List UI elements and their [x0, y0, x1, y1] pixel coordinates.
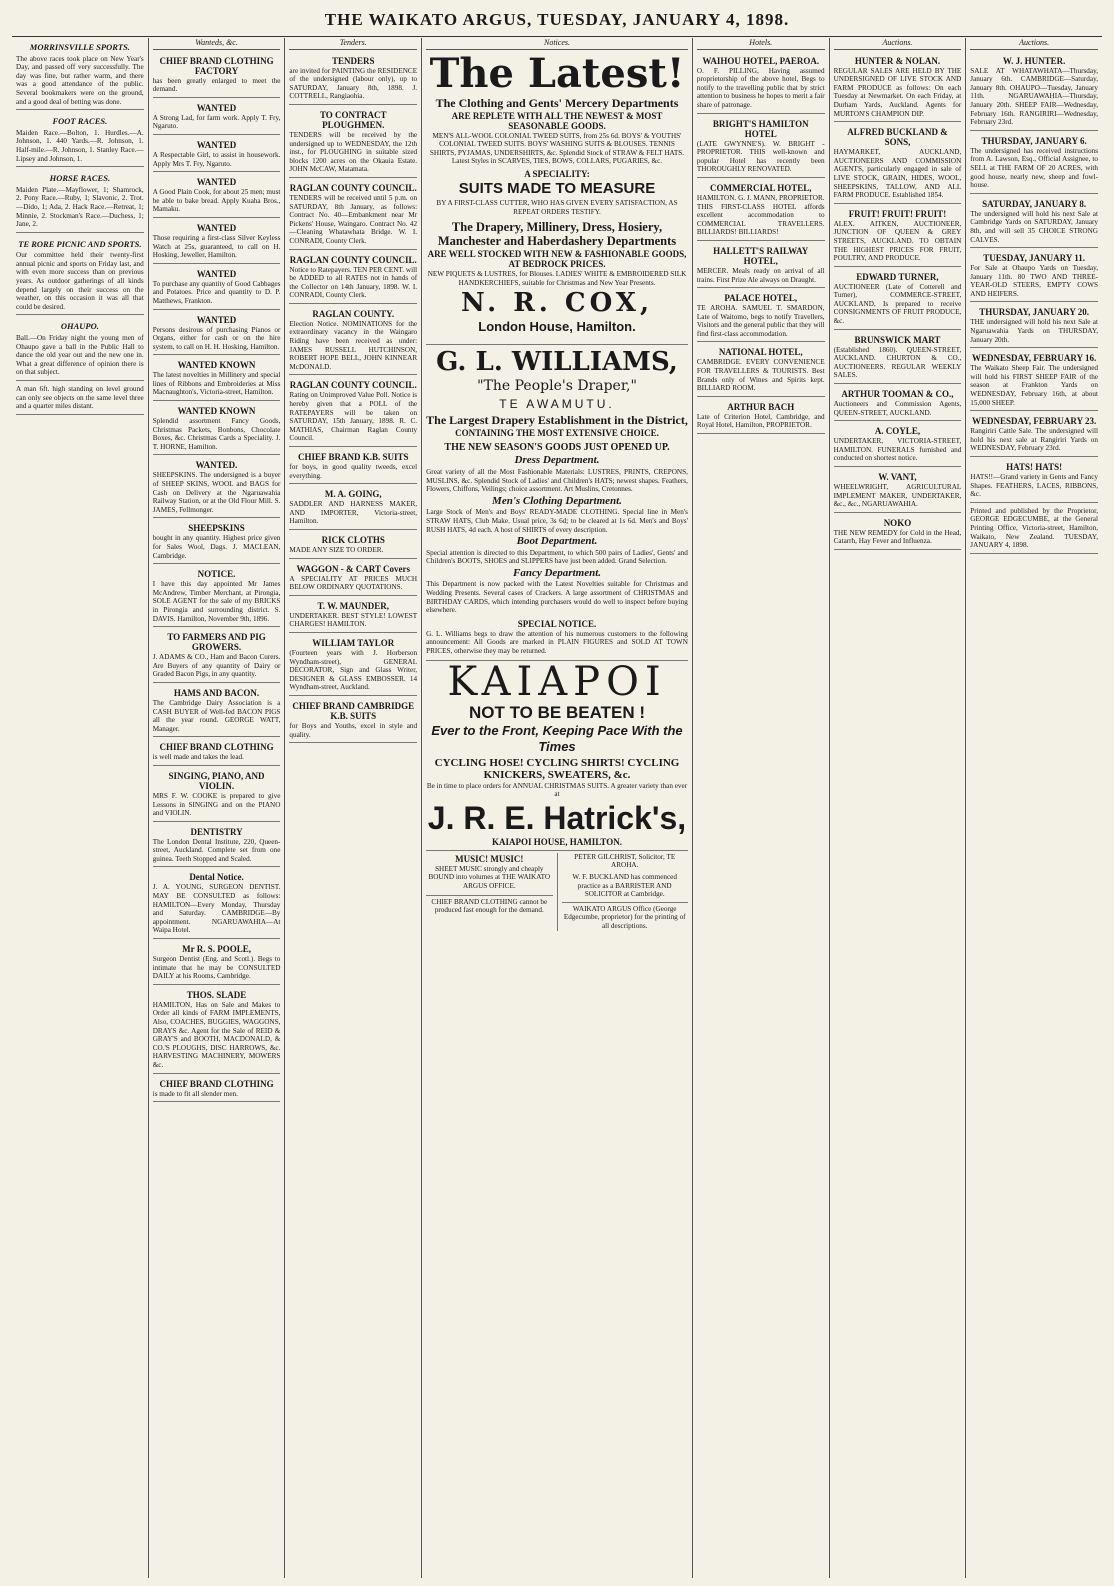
ad-title: NOKO: [883, 517, 912, 528]
ad-text: MRS F. W. COOKE is prepared to give Lessons in SINGING and on the PIANO and VIOLIN.: [152, 791, 281, 818]
williams-heading: G. L. WILLIAMS,: [426, 344, 688, 376]
suits-heading: SUITS MADE TO MEASURE: [458, 179, 656, 197]
news-text: The above races took place on New Year's Day, and passed off very successfully. The day was fine, but rather warm, and there was a good attendance of the public. Several bookmakers were on the ground, and a good deal of betting was done.: [16, 54, 144, 106]
news-text: Ball.—On Friday night the young men of Ohaupo gave a ball in the Public Hall to dance the old year out and the new one in. What a great difference of opinion there is on that subject.: [16, 334, 144, 377]
ad-title: T. W. MAUNDER,: [317, 600, 390, 611]
ad-text: Splendid assortment Fancy Goods, Christmas Packets, Bonbons, Chocolate Boxes, &c. Christmas Cards a Speciality. J. T. HORNE, Hamilton.: [152, 417, 281, 451]
ad-title: HAMS AND BACON.: [173, 687, 260, 698]
ad-text: SHEEPSKINS. The undersigned is a buyer of SHEEP SKINS, WOOL and BAGS for Cash on Delivery at the Ngaruawahia Railway Station, or at the Old Flour Mill. S. JAMES, Fellmonger.: [152, 471, 281, 514]
ad-title: WANTED: [196, 102, 237, 113]
suits-sub: BY A FIRST-CLASS CUTTER, WHO HAS GIVEN EVERY SATISFACTION, AS REPEAT ORDERS TESTIFY.: [436, 198, 678, 216]
ad-title: SHEEPSKINS: [188, 523, 245, 534]
ad-text: AUCTIONEER (Late of Cotterell and Turner), COMMERCE-STREET, AUCKLAND, Is prepared to receive CONSIGNMENTS OF FRUIT PRODUCE, &c.: [833, 282, 962, 326]
news-heading: HORSE RACES.: [49, 173, 111, 184]
advertisement: [289, 561, 417, 596]
advertisement: [834, 269, 962, 330]
ad-text: Printed and published by the Proprietor, GEORGE EDGECUMBE, at the General Printing Office, Victoria-street, Hamilton, Waikato, New Zealand. TUESDAY, JANUARY 4, 1898.: [970, 506, 1098, 550]
ad-title: A. COYLE,: [874, 426, 921, 437]
ad-text: (LATE GWYNNE'S). W. BRIGHT - PROPRIETOR. THIS well-known and popular Hotel has recently been THOROUGHLY RENOVATED.: [696, 139, 825, 174]
drapery-heading: The Drapery, Millinery, Dress, Hosiery, Manchester and Haberdashery Departments: [437, 220, 677, 249]
news-text: A man 6ft. high standing on level ground can only see objects on the same level three and a quarter miles distant.: [16, 385, 144, 411]
hotels-column: [693, 38, 830, 1578]
advertisement: [153, 869, 281, 939]
ad-title: NATIONAL HOTEL,: [718, 347, 803, 358]
advertisement: [697, 344, 825, 396]
ad-title: ARTHUR BACH: [727, 401, 795, 412]
ad-text: To purchase any quantity of Good Cabbages and Potatoes. Price and quantity to D. P. Matthews, Frankton.: [152, 279, 281, 305]
ad-text: The London Dental Institute, 220, Queen-street, Auckland. Complete set from one guinea. Teeth Stopped and Scaled.: [152, 837, 281, 863]
advertisement: [153, 768, 281, 822]
advertisement: [289, 180, 417, 250]
advertisement: [697, 53, 825, 114]
ad-title: WEDNESDAY, FEBRUARY 23.: [972, 416, 1097, 427]
ad-text: has been greatly enlarged to meet the demand.: [152, 76, 281, 94]
columns: [12, 38, 1102, 1578]
speciality: A SPECIALITY:: [524, 168, 590, 179]
ad-title: WEDNESDAY, FEBRUARY 16.: [972, 353, 1097, 364]
advertisement: [834, 53, 962, 123]
ad-title: CHIEF BRAND CAMBRIDGE K.B. SUITS: [292, 700, 415, 721]
ad-title: DENTISTRY: [190, 826, 243, 837]
news-item: [16, 38, 144, 110]
wanteds-column: [149, 38, 286, 1578]
advertisement: [289, 598, 417, 633]
ad-text: MADE ANY SIZE TO ORDER.: [289, 545, 384, 554]
news-column: [12, 38, 149, 1578]
ad-text: is well made and takes the lead.: [152, 753, 244, 762]
ad-text: A SPECIALITY AT PRICES MUCH BELOW ORDINARY QUOTATIONS.: [289, 574, 418, 592]
ad-text: A Good Plain Cook, for about 25 men; must be able to bake bread. Apply Kuaha Bros., Mamaku.: [152, 188, 281, 214]
hatrick-heading: J. R. E. Hatrick's,: [427, 799, 687, 836]
not-beaten: NOT TO BE BEATEN !: [469, 702, 645, 722]
advertisement: [289, 486, 417, 530]
advertisement: [289, 53, 417, 105]
ad-title: BRUNSWICK MART: [854, 334, 941, 345]
advertisement: [697, 399, 825, 434]
ad-text: UNDERTAKER. BEST STYLE! LOWEST CHARGES! HAMILTON.: [289, 611, 418, 629]
column-heading: Notices.: [426, 38, 688, 50]
advertisement: [970, 459, 1098, 503]
ad-text: (Established 1860). QUEEN-STREET, AUCKLAND. CHURTON & CO., AUCTIONEERS. REGULAR WEEKLY SALES.: [833, 345, 962, 380]
buckland-ad: W. F. BUCKLAND has commenced practice as a BARRISTER AND SOLICITOR at Cambridge.: [572, 873, 677, 899]
ad-title: COMMERCIAL HOTEL,: [709, 182, 812, 193]
ad-text: MERCER. Meals ready on arrival of all trains. First Prize Ale always on Draught.: [696, 266, 825, 284]
advertisement: [153, 266, 281, 310]
ad-title: WANTED: [196, 268, 237, 279]
advertisement: [153, 824, 281, 868]
news-heading: FOOT RACES.: [52, 116, 108, 127]
advertisement: [153, 1076, 281, 1103]
advertisement: [970, 196, 1098, 248]
ad-text: is made to fit all slender men.: [152, 1089, 238, 1098]
ad-title: THOS. SLADE: [186, 989, 247, 1000]
ad-text: HATS!!—Grand variety in Gents and Fancy Shapes. FEATHERS, LACES, RIBBONS, &c.: [970, 473, 1098, 499]
piques-text: NEW PIQUETS & LUSTRES, for Blouses. LADIES' WHITE & EMBROIDERED SILK HANDKERCHIEFS, suitable for Christmas and New Year Presents.: [427, 270, 687, 287]
advertisement: [697, 180, 825, 241]
mens-heading: Men's Clothing Department.: [492, 494, 622, 507]
kaiapoi-heading: KAIAPOI: [426, 660, 688, 703]
news-heading: OHAUPO.: [60, 321, 99, 332]
advertisement: [834, 423, 962, 467]
ad-text: are invited for PAINTING the RESIDENCE of the undersigned (labour only), up to SATURDAY, January 8th, 1898. J. COTTRELL, Rangiaohia.: [289, 66, 418, 101]
ad-title: CHIEF BRAND CLOTHING: [159, 742, 274, 753]
news-text: Maiden Plate.—Mayflower, 1; Shamrock, 2. Pony Race.—Ruby, 1; Slavonic, 2. Trot.—Dido, 1; Ada, 2. Hack Race.—Retreat, 1; Minnie, 2. Stockman's Race.—Duchess, 1; Jane, 2.: [16, 185, 144, 229]
ad-text: The undersigned has received instructions from A. Lawson, Esq., Official Assignee, to SELL at THE FARM OF 20 ACRES, with good house, nearly new, sheep and fowl-house.: [970, 146, 1098, 190]
advertisement: [697, 290, 825, 342]
ad-title: TUESDAY, JANUARY 11.: [983, 253, 1085, 264]
ad-text: HAMILTON. G. J. MANN, PROPRIETOR. THIS FIRST-CLASS HOTEL affords excellent accommodation to COMMERCIAL TRAVELLERS. BILLIARDS! BILLIARDS!: [696, 193, 825, 237]
special-text: G. L. Williams begs to draw the attention of his numerous customers to the following announcement: All Goods are marked in PLAIN FIGURES and SOLD AT TOWN PRICES, otherwise they may be returned.: [426, 629, 688, 656]
advertisement: [289, 698, 417, 743]
ad-title: HALLETT'S RAILWAY HOTEL,: [713, 245, 809, 266]
music-ad: [426, 853, 557, 931]
awamutu: TE AWAMUTU.: [499, 397, 615, 412]
latest-sub: The Clothing and Gents' Mercery Departments: [435, 95, 679, 110]
news-text: Our committee held their twenty-first annual picnic and sports on Friday last, and with even more success than on previous years. As outdoor gatherings of all kinds depend largely on their success on the weather, on this occasion it was all that could be desired.: [16, 251, 144, 311]
ad-text: J. A. YOUNG, SURGEON DENTIST. MAY BE CONSULTED as follows: HAMILTON—Every Monday, Thursday and Saturday. CAMBRIDGE—By appointment. NGARUAWAHIA—At Waipa Hotel.: [152, 883, 281, 935]
advertisement: [153, 53, 281, 98]
ad-text: THE NEW REMEDY for Cold in the Head, Catarrh, Hay Fever and Influenza.: [833, 528, 962, 546]
ad-title: ARTHUR TOOMAN & CO.,: [841, 389, 954, 400]
season-heading: THE NEW SEASON'S GOODS JUST OPENED UP.: [444, 442, 670, 454]
dress-text: Great variety of all the Most Fashionable Materials: LUSTRES, PRINTS, CREPONS, MUSLINS, &c. Splendid Stock of Ladies' and Children's HATS; newest shapes. Feathers, Flowers, Chiffons, Veilings; choice assortment. Art Muslins, Cretonnes.: [426, 467, 688, 494]
notices-bottom-row: [426, 850, 688, 931]
advertisement: [289, 449, 417, 484]
drapery-sub: ARE WELL STOCKED WITH NEW & FASHIONABLE GOODS, AT BEDROCK PRICES.: [427, 249, 687, 270]
ad-title: W. J. HUNTER.: [1002, 55, 1066, 66]
column-heading: Auctions.: [834, 38, 962, 50]
ad-text: Rating on Unimproved Value Poll. Notice is hereby given that a POLL of the RATEPAYERS will be taken on SATURDAY, 15th January, 1898. R. C. MATHIAS, Chairman Raglan County Council.: [289, 391, 418, 443]
annual-text: Be in time to place orders for ANNUAL CHRISTMAS SUITS. A greater variety than ever at: [426, 781, 688, 799]
ad-title: WANTED: [196, 177, 237, 188]
advertisement: [153, 739, 281, 766]
news-heading: MORRINSVILLE SPORTS.: [29, 42, 130, 52]
ad-text: A Strong Lad, for farm work. Apply T. Fry, Ngaruto.: [152, 113, 281, 131]
ad-title: ALFRED BUCKLAND & SONS,: [847, 127, 948, 148]
advertisement: [970, 505, 1098, 554]
ad-text: Late of Criterion Hotel, Cambridge, and Royal Hotel, Hamilton, PROPRIETOR.: [696, 412, 825, 430]
advertisement: [153, 987, 281, 1074]
advertisement: [834, 124, 962, 204]
auctions-column-1: [830, 38, 967, 1578]
ad-text: For Sale at Ohaupo Yards on Tuesday, January 11th. 80 TWO AND THREE-YEAR-OLD STEERS, EMPTY COWS AND HEIFERS.: [970, 264, 1098, 298]
advertisement: [970, 350, 1098, 411]
advertisement: [153, 312, 281, 356]
advertisement: [970, 250, 1098, 302]
ad-title: CHIEF BRAND CLOTHING FACTORY: [159, 55, 274, 76]
choice-heading: CONTAINING THE MOST EXTENSIVE CHOICE.: [455, 428, 659, 439]
news-item: [16, 383, 144, 415]
ad-text: The Cambridge Dairy Association is a CASH BUYER of Well-fed BACON PIGS all the year round. GEORGE WATT, Manager.: [152, 698, 281, 733]
cox-heading: N. R. COX,: [460, 288, 654, 319]
ad-text: SALE AT WHATAWHATA—Thursday, January 6th. CAMBRIDGE—Saturday, January 8th. OHAUPO—Tuesday, January 11th. NGARUAWAHIA—Thursday, January 20th. SHEEP FAIR—Wednesday, February 16th. RANGIRIRI—Wednesday, February 23rd.: [970, 66, 1098, 127]
ad-title: SINGING, PIANO, AND VIOLIN.: [168, 770, 265, 791]
ad-text: The latest novelties in Millinery and special lines of Ribbons and Embroideries at Miss Macnaughton's, Victoria-street, Hamilton.: [152, 371, 281, 397]
auctions-column-2: [966, 38, 1102, 1578]
advertisement: [697, 243, 825, 288]
cycling-heading: CYCLING HOSE! CYCLING SHIRTS! CYCLING KNICKERS, SWEATERS, &c.: [434, 756, 680, 781]
ad-title: WILLIAM TAYLOR: [312, 637, 395, 648]
ad-title: EDWARD TURNER,: [856, 271, 939, 282]
tenders-column: [285, 38, 422, 1578]
ad-text: WHEELWRIGHT, AGRICULTURAL IMPLEMENT MAKER, UNDERTAKER, &c., &c., NGARUAWAHIA.: [833, 483, 962, 509]
masthead-rule: [12, 36, 1102, 37]
masthead: THE WAIKATO ARGUS, TUESDAY, JANUARY 4, 1898.: [324, 10, 790, 29]
ad-text: THE undersigned will hold his next Sale at Ngaruawahia Yards on THURSDAY, January 20th.: [970, 318, 1098, 344]
ad-text: bought in any quantity. Highest price given for Sales Wool, Dags. J. MACLEAN, Cambridge.: [152, 534, 281, 560]
ad-title: RAGLAN COUNTY COUNCIL.: [289, 254, 417, 265]
advertisement: [153, 137, 281, 172]
ad-title: CHIEF BRAND K.B. SUITS: [298, 452, 409, 462]
ad-title: WANTED KNOWN: [177, 406, 256, 417]
ad-title: CHIEF BRAND CLOTHING: [159, 1078, 274, 1089]
ads-list: [697, 53, 825, 434]
advertisement: [970, 304, 1098, 348]
advertisement: [834, 386, 962, 421]
advertisement: [289, 377, 417, 447]
advertisement: [153, 174, 281, 218]
solicitor-ads: [558, 853, 688, 931]
ads-list: [289, 53, 417, 744]
news-item: [16, 317, 144, 381]
ad-text: TENDERS will be received by the undersigned up to WEDNESDAY, the 12th inst., for PLOUGHING in suitable sized blocks 1200 acres on the Okauia Estate. JOHN McCAW, Matamata.: [289, 130, 418, 174]
ad-title: FRUIT! FRUIT! FRUIT!: [848, 208, 947, 219]
advertisement: [153, 403, 281, 455]
hatrick-sub: KAIAPOI HOUSE, HAMILTON.: [491, 836, 623, 847]
ad-text: ALEX. AITKEN, AUCTIONEER, JUNCTION OF QUEEN & GREY STREETS, AUCKLAND. TO OBTAIN THE HIGHEST PRICES FOR FRUIT, POULTRY, AND PRODUCE.: [833, 219, 962, 263]
advertisement: [153, 685, 281, 737]
ad-title: TENDERS: [332, 55, 375, 66]
advertisement: [153, 457, 281, 518]
latest-list: MEN'S ALL-WOOL COLONIAL TWEED SUITS, from 25s 6d. BOYS' & YOUTHS' COLONIAL TWEED SUITS. BOYS' WASHING SUITS & BLOUSES. TENNIS SHIRTS, PYJAMAS, UNDERSHIRTS, &c. Splendid Stock of STRAW & FELT HATS. Latest Styles in SCARVES, TIES, BOWS, COLLARS, PUGARIES, &c.: [429, 131, 685, 166]
advertisement: [153, 941, 281, 985]
advertisement: [834, 206, 962, 267]
ad-text: TENDERS will be received until 5 p.m. on SATURDAY, 8th January, as follows: Contract No. 40—Embankment near Mr Pickens' House, Waingaro. Contract No. 42—Cleaning Whatawhata Bridge. W. I. CONRADI, County Clerk.: [289, 193, 418, 245]
advertisement: [289, 532, 417, 559]
latest-title: The Latest!: [429, 49, 685, 97]
fancy-heading: Fancy Department.: [513, 566, 601, 579]
advertisement: [153, 100, 281, 135]
ad-title: WANTED: [196, 222, 237, 233]
column-heading: Auctions.: [970, 38, 1098, 50]
ad-title: RAGLAN COUNTY COUNCIL.: [289, 380, 417, 391]
ad-text: UNDERTAKER, VICTORIA-STREET, HAMILTON. FUNERALS furnished and conducted on shortest notice.: [833, 437, 962, 463]
largest-heading: The Largest Drapery Establishment in the District,: [426, 413, 688, 428]
column-heading: Wanteds, &c.: [153, 38, 281, 50]
ad-title: TO CONTRACT PLOUGHMEN.: [319, 109, 387, 130]
ad-text: The undersigned will hold his next Sale at Cambridge Yards on SATURDAY, January 8th, and will sell 35 CHOICE STRONG CALVES.: [970, 209, 1098, 244]
ad-title: RAGLAN COUNTY.: [312, 308, 395, 319]
ad-text: HAYMARKET, AUCKLAND, AUCTIONEERS AND COMMISSION AGENTS, particularly engaged in sale of LIVE STOCK, GRAIN, HIDES, WOOL, SHEEPSKINS, TALLOW, AND ALL FARM PRODUCE. Established 1854.: [833, 148, 962, 200]
ad-text: Rangiriri Cattle Sale. The undersigned will hold his next sale at Rangiriri Yards on WEDNESDAY, February 23rd.: [970, 427, 1098, 453]
special-heading: SPECIAL NOTICE.: [517, 618, 597, 629]
ad-text: Election Notice. NOMINATIONS for the extraordinary vacancy in the Waingaro Riding have been received as under: JAMES RUSSELL HUTCHINSON, ROBERT HOPE BELL, JOHN KINNEAR McDONALD.: [289, 319, 418, 371]
ads-list: [970, 53, 1098, 554]
ad-title: HUNTER & NOLAN.: [854, 55, 941, 66]
ad-title: RICK CLOTHS: [321, 534, 385, 545]
ad-title: THURSDAY, JANUARY 20.: [979, 307, 1089, 318]
ad-text: Persons desirous of purchasing Pianos or Organs, either for cash or on the hire system, to call on H. H. Hosking, Hamilton.: [152, 325, 281, 351]
ad-text: Those requiring a first-class Silver Keyless Watch at 25s, guaranteed, to call on H. Hosking, Jeweller, Hamilton.: [152, 233, 281, 260]
argus-office-ad: WAIKATO ARGUS Office (George Edgecumbe, proprietor) for the printing of all descriptions.: [562, 902, 688, 931]
column-heading: Tenders.: [289, 38, 417, 50]
mens-text: Large Stock of Men's and Boys' READY-MADE CLOTHING. Special line in Men's STRAW HATS, Club Make. Usual price, 3s 6d; to be cleared at 1s 6d. Men's and Boys' RUSH HATS, 4d each. A host of SHIRTS of every description.: [426, 508, 688, 534]
advertisement: [834, 515, 962, 550]
ad-text: J. ADAMS & CO., Ham and Bacon Curers. Are Buyers of any quantity of Dairy or Graded Bacon Pigs, in any quantity.: [152, 653, 281, 679]
advertisement: [153, 629, 281, 683]
ad-text: A Respectable Girl, to assist in housework. Apply Mrs T. Fry, Ngaruto.: [152, 150, 281, 168]
ad-text: for Boys and Youths, excel in style and quality.: [289, 721, 418, 739]
peoples-draper: "The People's Draper,": [477, 378, 637, 395]
boot-heading: Boot Department.: [516, 535, 598, 548]
ad-title: WANTED.: [195, 460, 238, 471]
ever-front: Ever to the Front, Keeping Pace With the Times: [431, 722, 683, 754]
ad-text: HAMILTON, Has on Sale and Makes to Order all kinds of FARM IMPLEMENTS, Also, COACHES, BUGGIES, WAGGONS, DRAYS &c. Agent for the Sale of REID & GRAY'S and BOOTH, MACDONALD, & CO.'S PLOUGHS, DISC HARROWS, &c. HARVESTING MACHINERY, MOWERS &c.: [152, 1000, 281, 1069]
chief-brand-text: CHIEF BRAND CLOTHING cannot be produced fast enough for the demand.: [426, 895, 552, 915]
ads-list: [834, 53, 962, 550]
ad-text: TE AROHA. SAMUEL T. SMARDON, Late of Waitomo, begs to notify Travellers, Visitors and the general public that they will find first-class accommodation.: [696, 304, 825, 338]
advertisement: [153, 566, 281, 627]
column-heading: Hotels.: [697, 38, 825, 50]
ad-text: I have this day appointed Mr James McAndrew, Timber Merchant, at Pirongia, SOLE AGENT for the sale of my BRICKS in Pirongia and surrounding district. S. DAVIS. Hamilton, November 9th, 1896.: [152, 580, 281, 623]
ad-title: WANTED KNOWN: [177, 360, 256, 371]
ad-title: WANTED: [196, 314, 237, 325]
ad-text: Surgeon Dentist (Eng. and Scotl.). Begs to intimate that he may be CONSULTED DAILY at his Rooms, Cambridge.: [152, 955, 281, 981]
advertisement: [970, 133, 1098, 194]
news-item: [16, 235, 144, 316]
advertisement: [834, 469, 962, 513]
fancy-text: This Department is now packed with the Latest Novelties suitable for Christmas and Wedding Presents. Several cases of Crackers. A large assortment of CHRISTMAS and BIRTHDAY CARDS, which intending purchasers would do well to inspect before buying elsewhere.: [426, 580, 688, 615]
ad-title: BRIGHT'S HAMILTON HOTEL: [712, 118, 809, 139]
ad-text: for boys, in good quality tweeds, excel everything.: [289, 463, 418, 480]
news-item: [16, 112, 144, 167]
advertisement: [153, 520, 281, 564]
boot-text: Special attention is directed to this Department, to which 500 pairs of Ladies', Gents' and Children's BOOTS, SHOES and SLIPPERS have just been added. Grand Selection.: [426, 548, 688, 566]
cox-sub: London House, Hamilton.: [478, 319, 636, 335]
ad-title: SATURDAY, JANUARY 8.: [982, 198, 1087, 209]
news-heading: TE RORE PICNIC AND SPORTS.: [18, 238, 142, 249]
ad-title: THURSDAY, JANUARY 6.: [981, 135, 1087, 146]
advertisement: [153, 220, 281, 264]
notices-column: [422, 38, 693, 1578]
ad-text: O. F. PILLING, Having assumed proprietorship of the above hotel, Begs to notify to the travelling public that by strict attention to business he hopes to merit a fair share of patronage.: [696, 66, 825, 109]
ad-title: HATS! HATS!: [1006, 462, 1063, 472]
ad-title: PALACE HOTEL,: [724, 293, 798, 304]
ad-text: REGULAR SALES ARE HELD BY THE UNDERSIGNED OF LIVE STOCK AND FARM PRODUCE as follows: On each Tuesday at Newmarket. On each Friday, at Durham Yards, Auckland. Agents for MURTON'S CHAMPION DIP.: [833, 66, 962, 118]
ad-title: RAGLAN COUNTY COUNCIL.: [289, 182, 417, 193]
music-title: MUSIC! MUSIC!: [455, 853, 524, 864]
advertisement: [289, 252, 417, 304]
gilchrist-ad: PETER GILCHRIST, Solicitor, TE AROHA.: [574, 852, 676, 870]
music-text: SHEET MUSIC strongly and cheaply BOUND into volumes at THE WAIKATO ARGUS OFFICE.: [428, 864, 551, 890]
ad-title: M. A. GOING,: [324, 489, 382, 500]
advertisement: [834, 332, 962, 384]
advertisement: [289, 635, 417, 696]
ad-text: CAMBRIDGE. EVERY CONVENIENCE FOR TRAVELLERS & TOURISTS. Best Brands only of Wines and Spirits kept. BILLIARD ROOM.: [696, 358, 825, 393]
ad-text: SADDLER AND HARNESS MAKER, AND IMPORTER, Victoria-street, Hamilton.: [289, 500, 418, 526]
ad-title: WAGGON - & CART Covers: [296, 563, 411, 574]
advertisement: [970, 53, 1098, 131]
dress-heading: Dress Department.: [514, 454, 600, 467]
advertisement: [289, 107, 417, 178]
ad-text: (Fourteen years with J. Horberson Wyndham-street), GENERAL DECORATOR, Sign and Glass Writer, DESIGNER & GLASS EMBOSSER. 14 Wyndham-street, Auckland.: [289, 648, 418, 692]
ad-title: Mr R. S. POOLE,: [182, 944, 251, 955]
ad-title: NOTICE.: [197, 569, 236, 580]
ad-title: WANTED: [196, 139, 237, 150]
ad-title: TO FARMERS AND PIG GROWERS.: [167, 632, 266, 653]
advertisement: [970, 413, 1098, 457]
advertisement: [697, 116, 825, 178]
ad-text: Notice to Ratepayers. TEN PER CENT. will be ADDED to all RATES not in hands of the Collector on 14th January, 1898. W. I. CONRADI, County Clerk.: [289, 265, 418, 300]
ad-title: WAIHOU HOTEL, PAEROA.: [702, 55, 820, 66]
news-item: [16, 169, 144, 233]
ad-text: The Waikato Sheep Fair. The undersigned will hold his FIRST SHEEP FAIR of the season at Frankton Yards on WEDNESDAY, February 16th, at about 15,000 SHEEP.: [970, 364, 1098, 407]
latest-line: ARE REPLETE WITH ALL THE NEWEST & MOST SEASONABLE GOODS.: [451, 110, 663, 131]
ad-title: Dental Notice.: [189, 872, 244, 883]
advertisement: [289, 306, 417, 376]
news-text: Maiden Race.—Bolton, 1. Hurdles.—A. Johnson, 1. 440 Yards.—R. Johnson, 1. Half-mile.—R. Johnson, 1. Stanley Race.—Lipsey and Johnson, 1.: [16, 128, 144, 163]
ad-title: W. VANT,: [878, 472, 917, 482]
advertisement: [153, 357, 281, 401]
ad-text: Auctioneers and Commission Agents, QUEEN-STREET, AUCKLAND.: [833, 400, 962, 417]
ads-list: [153, 53, 281, 1103]
